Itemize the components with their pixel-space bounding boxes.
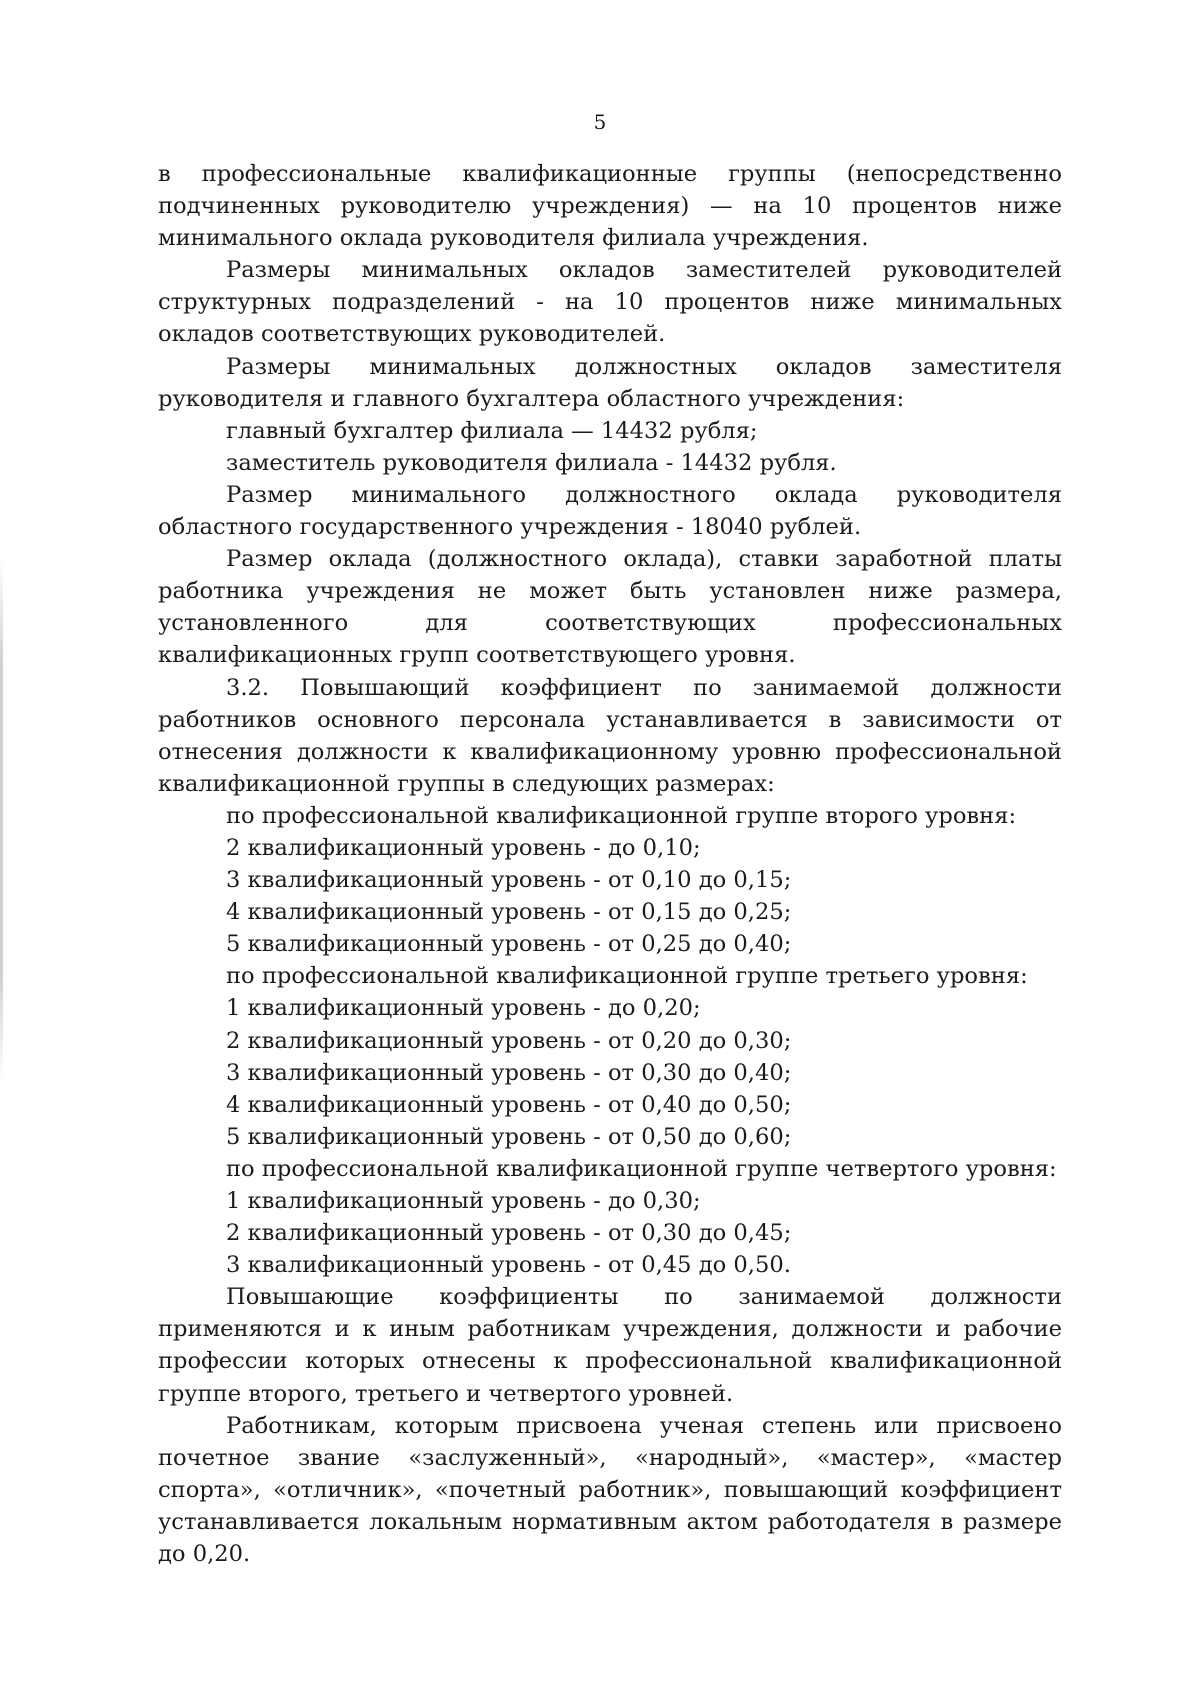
list-heading: по профессиональной квалификационной группе четвертого уровня: [226,1155,1057,1182]
paragraph: Работникам, которым присвоена ученая степень или присвоено почетное звание «заслуженный», «народный», «мастер», «мастер спорта», «отличник», «почетный работник», повышающий коэффициент устанавливается локальным нормативным актом работодателя в размере до 0,20. [158,1412,1062,1568]
list-item: 2 квалификационный уровень - от 0,30 до 0,45; [226,1220,792,1247]
list-item: 3 квалификационный уровень - от 0,30 до 0,40; [226,1059,792,1086]
paragraph: Размер оклада (должностного оклада), ставки заработной платы работника учреждения не может быть установлен ниже размера, установленного для соответствующих профессиональных квалификационных групп соответствующего уровня. [158,546,1062,669]
list-item: 2 квалификационный уровень - от 0,20 до 0,30; [226,1027,792,1054]
document-body [158,158,1062,1570]
list-item: 5 квалификационный уровень - от 0,25 до 0,40; [226,931,792,958]
list-heading: по профессиональной квалификационной группе третьего уровня: [226,963,1028,990]
list-item: заместитель руководителя филиала - 14432 рубля. [226,449,837,476]
scan-edge-shadow [0,560,3,1080]
list-heading: по профессиональной квалификационной группе второго уровня: [226,802,1017,829]
list-item: главный бухгалтер филиала — 14432 рубля; [226,417,758,444]
list-item: 2 квалификационный уровень - до 0,10; [226,834,701,861]
paragraph: 3.2. Повышающий коэффициент по занимаемой должности работников основного персонала устанавливается в зависимости от отнесения должности к квалификационному уровню профессиональной квалификационной группы в следующих размерах: [158,674,1062,797]
paragraph: в профессиональные квалификационные группы (непосредственно подчиненных руководителю учреждения) — на 10 процентов ниже минимального оклада руководителя филиала учреждения. [158,161,1062,252]
paragraph: Повышающие коэффициенты по занимаемой должности применяются и к иным работникам учреждения, должности и рабочие профессии которых отнесены к профессиональной квалификационной группе второго, третьего и четвертого уровней. [158,1284,1062,1407]
list-item: 3 квалификационный уровень - от 0,10 до 0,15; [226,867,792,894]
paragraph: Размеры минимальных должностных окладов заместителя руководителя и главного бухгалтера областного учреждения: [158,353,1062,412]
paragraph: Размеры минимальных окладов заместителей руководителей структурных подразделений - на 10 процентов ниже минимальных окладов соответствующих руководителей. [158,257,1062,348]
page-number: 5 [593,110,607,134]
list-item: 1 квалификационный уровень - до 0,20; [226,995,701,1022]
list-item: 1 квалификационный уровень - до 0,30; [226,1188,701,1214]
list-item: 4 квалификационный уровень - от 0,40 до 0,50; [226,1091,792,1118]
list-item: 3 квалификационный уровень - от 0,45 до 0,50. [226,1252,791,1279]
paragraph: Размер минимального должностного оклада руководителя областного государственного учреждения - 18040 рублей. [158,481,1062,541]
list-item: 5 квалификационный уровень - от 0,50 до 0,60; [226,1123,792,1150]
list-item: 4 квалификационный уровень - от 0,15 до 0,25; [226,899,792,926]
